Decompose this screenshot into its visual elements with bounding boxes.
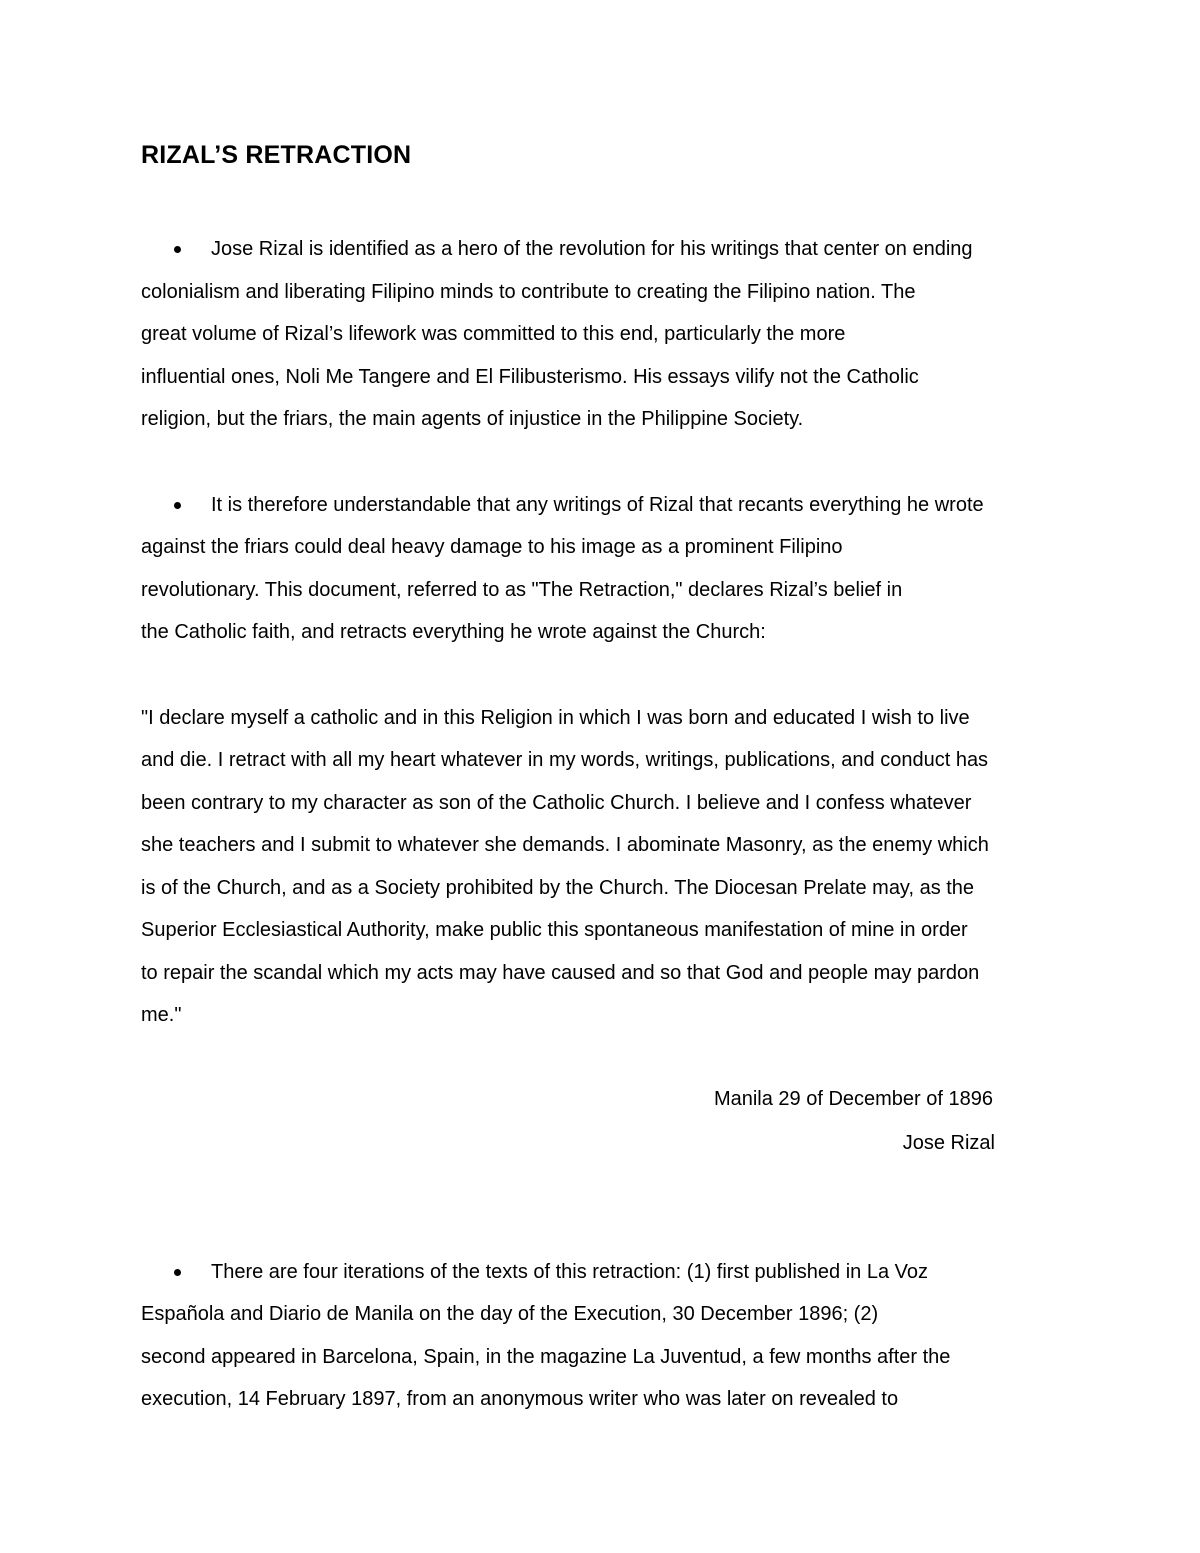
paragraph2-line: revolutionary. This document, referred to as "The Retraction," declares Rizal’s belief in	[141, 579, 903, 601]
quote-line: is of the Church, and as a Society prohibited by the Church. The Diocesan Prelate may, as the	[141, 877, 975, 899]
paragraph2-line: It is therefore understandable that any writings of Rizal that recants everything he wrote	[211, 494, 984, 516]
paragraph3-line: There are four iterations of the texts of this retraction: (1) first published in La Voz	[211, 1261, 929, 1283]
paragraph1-line: Jose Rizal is identified as a hero of the revolution for his writings that center on ending	[211, 238, 973, 260]
bullet-icon	[174, 1269, 181, 1276]
quote-line: been contrary to my character as son of the Catholic Church. I believe and I confess whatever	[141, 792, 972, 814]
paragraph1-line: religion, but the friars, the main agents of injustice in the Philippine Society.	[141, 408, 804, 430]
bullet-icon	[174, 246, 181, 253]
paragraph3-line: second appeared in Barcelona, Spain, in the magazine La Juventud, a few months after the	[141, 1346, 951, 1368]
quote-line: Superior Ecclesiastical Authority, make public this spontaneous manifestation of mine in order	[141, 919, 968, 941]
paragraph1-line: great volume of Rizal’s lifework was committed to this end, particularly the more	[141, 323, 846, 345]
signature-date: Manila 29 of December of 1896	[713, 1088, 993, 1110]
paragraph3-line: Española and Diario de Manila on the day of the Execution, 30 December 1896; (2)	[141, 1303, 879, 1325]
quote-line: me."	[141, 1004, 182, 1026]
paragraph2-line: against the friars could deal heavy damage to his image as a prominent Filipino	[141, 536, 843, 558]
quote-line: "I declare myself a catholic and in this Religion in which I was born and educated I wish to live	[141, 707, 970, 729]
bullet-icon	[174, 502, 181, 509]
paragraph2-line: the Catholic faith, and retracts everything he wrote against the Church:	[141, 621, 766, 643]
quote-line: she teachers and I submit to whatever she demands. I abominate Masonry, as the enemy which	[141, 834, 989, 856]
quote-line: and die. I retract with all my heart whatever in my words, writings, publications, and conduct has	[141, 749, 989, 771]
signature-name: Jose Rizal	[902, 1132, 995, 1154]
quote-line: to repair the scandal which my acts may have caused and so that God and people may pardon	[141, 962, 980, 984]
paragraph1-line: colonialism and liberating Filipino minds to contribute to creating the Filipino nation. The	[141, 281, 916, 303]
paragraph3-line: execution, 14 February 1897, from an anonymous writer who was later on revealed to	[141, 1388, 899, 1410]
paragraph1-line: influential ones, Noli Me Tangere and El Filibusterismo. His essays vilify not the Catholic	[141, 366, 919, 388]
page-title: RIZAL’S RETRACTION	[141, 141, 412, 169]
